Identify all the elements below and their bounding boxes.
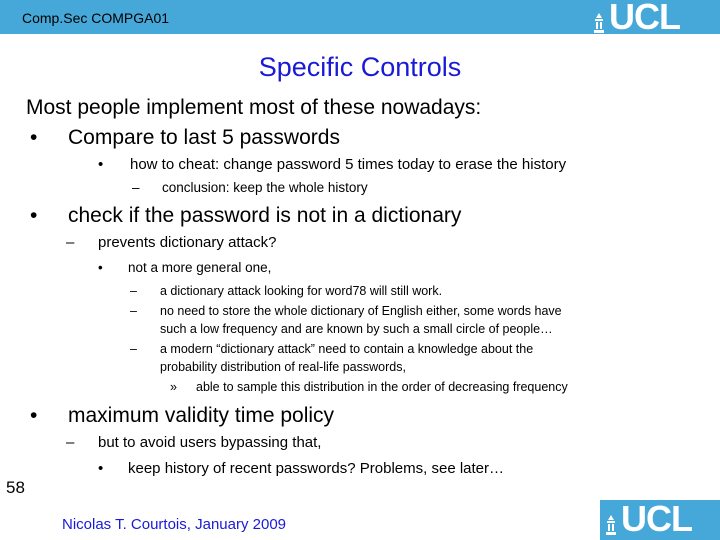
slide-title: Specific Controls: [258, 52, 462, 82]
bullet-item: keep history of recent passwords? Problems, see later…: [128, 460, 505, 477]
bullet-marker: •: [30, 404, 38, 427]
slide-number: 58: [6, 478, 25, 497]
bullet-marker: •: [98, 260, 103, 275]
ucl-logo-footer: [604, 498, 692, 539]
bullet-item: but to avoid users bypassing that,: [98, 434, 322, 451]
bullet-marker: •: [30, 204, 38, 227]
bullet-marker: •: [30, 126, 38, 149]
bullet-marker: •: [98, 460, 104, 477]
bullet-item: check if the password is not in a dictionary: [68, 204, 462, 227]
bullet-item-continuation: probability distribution of real-life passwords,: [160, 360, 406, 374]
ucl-crest-icon: [592, 12, 606, 34]
bullet-item: Compare to last 5 passwords: [68, 126, 340, 149]
bullet-marker: –: [130, 284, 137, 298]
bullet-item: a dictionary attack looking for word78 will still work.: [160, 284, 443, 298]
bullet-item: conclusion: keep the whole history: [162, 180, 368, 195]
bullet-item-continuation: such a low frequency and are known by such a small circle of people…: [160, 322, 553, 336]
intro-text: Most people implement most of these nowadays:: [26, 96, 482, 119]
bullet-marker: –: [66, 434, 75, 451]
ucl-crest-icon: [604, 514, 618, 536]
bullet-item: no need to store the whole dictionary of English either, some words have: [160, 304, 562, 318]
bullet-marker: •: [98, 156, 104, 173]
bullet-item: prevents dictionary attack?: [98, 234, 277, 251]
bullet-marker: –: [130, 304, 137, 318]
ucl-logo: [592, 0, 680, 37]
bullet-item: not a more general one,: [128, 260, 272, 275]
bullet-marker: –: [130, 342, 137, 356]
bullet-marker: –: [66, 234, 75, 251]
bullet-item: a modern “dictionary attack” need to contain a knowledge about the: [160, 342, 534, 356]
bullet-marker: »: [170, 380, 177, 394]
footer-author: Nicolas T. Courtois, January 2009: [62, 516, 287, 533]
bullet-item: maximum validity time policy: [68, 404, 335, 427]
bullet-item: how to cheat: change password 5 times today to erase the history: [130, 156, 567, 173]
bullet-item: able to sample this distribution in the order of decreasing frequency: [196, 380, 568, 394]
ucl-logo-text: UCL: [609, 0, 680, 37]
bullet-marker: –: [132, 180, 140, 195]
course-label: Comp.Sec COMPGA01: [22, 10, 170, 26]
ucl-logo-text: UCL: [621, 498, 692, 539]
